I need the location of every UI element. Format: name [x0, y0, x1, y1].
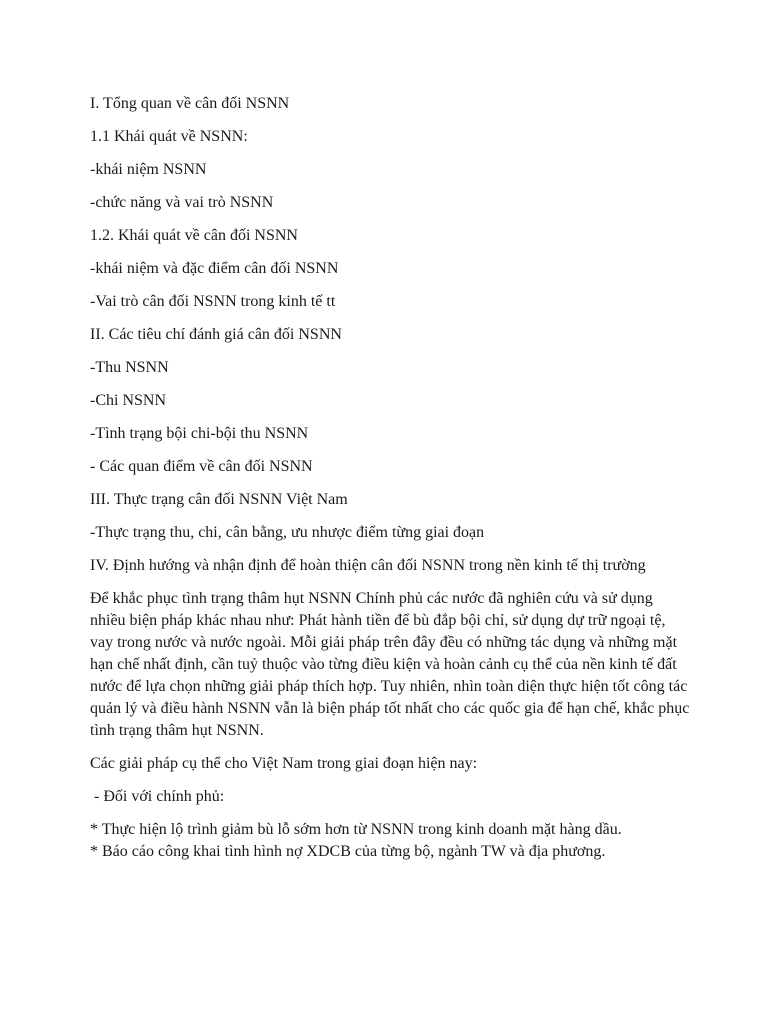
outline-item: - Các quan điểm về cân đối NSNN — [90, 458, 313, 475]
heading-section-1: I. Tổng quan về cân đối NSNN — [90, 95, 290, 112]
solution-bullet: * Thực hiện lộ trình giảm bù lỗ sớm hơn từ NSNN trong kinh doanh mặt hàng dầu. — [90, 821, 622, 838]
solution-bullet-list — [90, 819, 690, 863]
outline-item: -khái niệm NSNN — [90, 161, 207, 178]
solution-bullet: * Báo cáo công khai tình hình nợ XDCB của từng bộ, ngành TW và địa phương. — [90, 843, 606, 860]
outline-item: -Thu NSNN — [90, 359, 169, 376]
government-heading: - Đối với chính phủ: — [90, 788, 225, 805]
heading-subsection-1-1: 1.1 Khái quát về NSNN: — [90, 128, 248, 145]
document-body — [90, 93, 690, 863]
heading-section-2: II. Các tiêu chí đánh giá cân đối NSNN — [90, 326, 342, 343]
outline-item: -Chi NSNN — [90, 392, 167, 409]
solutions-intro: Các giải pháp cụ thể cho Việt Nam trong giai đoạn hiện nay: — [90, 755, 478, 772]
outline-item: -Thực trạng thu, chi, cân bằng, ưu nhược điểm từng giai đoạn — [90, 524, 485, 541]
heading-subsection-1-2: 1.2. Khái quát về cân đối NSNN — [90, 227, 298, 244]
outline-item: -chức năng và vai trò NSNN — [90, 194, 274, 211]
heading-section-3: III. Thực trạng cân đối NSNN Việt Nam — [90, 491, 348, 508]
outline-item: -Vai trò cân đối NSNN trong kinh tế tt — [90, 293, 336, 310]
outline-item: -khái niệm và đặc điểm cân đối NSNN — [90, 260, 339, 277]
body-paragraph: Để khắc phục tình trạng thâm hụt NSNN Chính phủ các nước đã nghiên cứu và sử dụng nhiều biện pháp khác nhau như: Phát hành tiền để bù đắp bội chỉ, sử dụng dự trữ ngoại tệ, vay trong nước và nước ngoài. Mỗi giải pháp trên đây đều có những tác dụng và những mặt hạn chế nhất định, cần tuỷ thuộc vào từng điều kiện và hoàn cảnh cụ thể của nền kinh tế đất nước để lựa chọn những giải pháp thích hợp. Tuy nhiên, nhìn toàn diện thực hiện tốt công tác quản lý và điều hành NSNN vẫn là biện pháp tốt nhất cho các quốc gia để hạn chế, khắc phục tình trạng thâm hụt NSNN. — [90, 590, 690, 739]
outline-item: -Tình trạng bội chi-bội thu NSNN — [90, 425, 309, 442]
heading-section-4: IV. Định hướng và nhận định để hoàn thiện cân đối NSNN trong nền kinh tế thị trường — [90, 557, 646, 574]
